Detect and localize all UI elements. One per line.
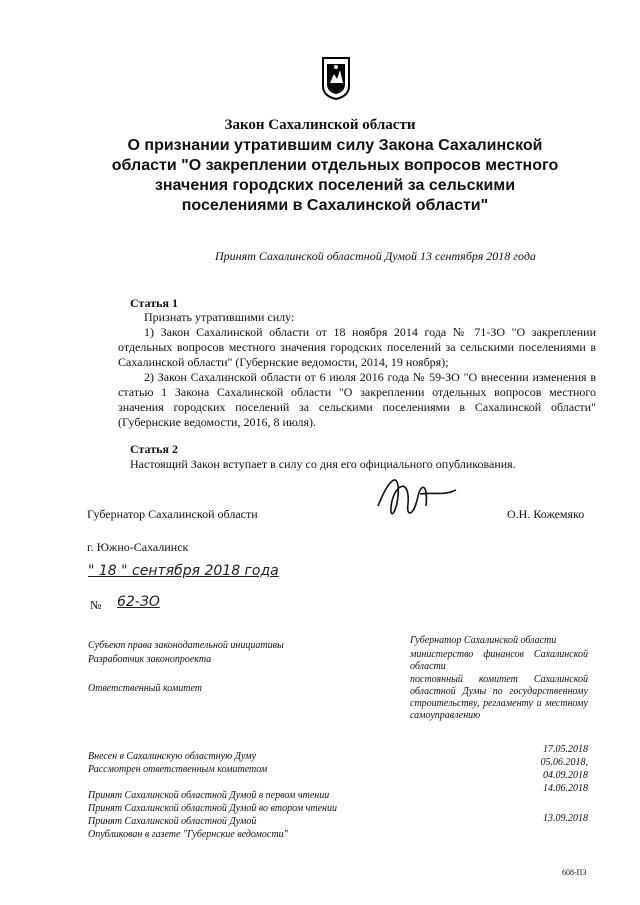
meta-subject-label: Субъект права законодательной инициативы [88, 640, 284, 651]
signing-city: г. Южно-Сахалинск [87, 540, 189, 554]
article-2-heading: Статья 2 [130, 442, 178, 456]
document-code: 608-ПЗ [562, 868, 587, 877]
article-1-intro: Признать утратившими силу: [144, 310, 295, 324]
meta-published-label: Опубликован в газете "Губернские ведомости" [88, 829, 288, 840]
meta-first-reading-label: Принят Сахалинской областной Думой в первом чтении [88, 790, 330, 801]
article-1-item-2: 2) Закон Сахалинской области от 6 июля 2016 года № 59-ЗО "О внесении изменения в статью 1 Закона Сахалинской области "О закреплении отдельных вопросов местного значения городских поселений за сельскими поселениями в Сахалинской области" (Губернские ведомости, 2016, 8 июля). [118, 370, 596, 429]
governor-name: О.Н. Кожемяко [507, 507, 585, 521]
law-number-prefix: № [90, 598, 102, 612]
article-2-text: Настоящий Закон вступает в силу со дня его официального опубликования. [130, 457, 516, 471]
meta-reviewed-label: Рассмотрен ответственным комитетом [88, 764, 268, 775]
meta-committee-value: постоянный комитет Сахалинской областной Думы по государственному строительству, регламенту и местному самоуправлению [410, 674, 588, 721]
law-title: Закон Сахалинской области [224, 117, 416, 133]
meta-first-reading-value: 14.06.2018 [543, 783, 588, 794]
meta-developer-value: министерство финансов Сахалинской области [410, 649, 588, 672]
article-1-item-1: 1) Закон Сахалинской области от 18 ноября 2014 года № 71-ЗО "О закреплении отдельных вопросов местного значения городских поселений за сельскими поселениями в Сахалинской области" (Губернские ведомости, 2014, 19 ноября); [118, 325, 596, 369]
signing-date: " 18 " сентября 2018 года [88, 563, 279, 579]
coat-of-arms-icon [321, 56, 351, 100]
meta-adopted-value: 13.09.2018 [543, 813, 588, 824]
governor-position: Губернатор Сахалинской области [87, 507, 258, 521]
meta-second-reading-label: Принят Сахалинской областной Думой во втором чтении [88, 803, 338, 814]
meta-introduced-label: Внесен в Сахалинскую областную Думу [88, 751, 257, 762]
law-number: 62-ЗО [117, 594, 160, 610]
article-1-body [118, 310, 596, 430]
meta-introduced-value: 17.05.2018 [543, 744, 588, 755]
handwritten-signature-icon [370, 466, 460, 526]
meta-subject-value: Губернатор Сахалинской области [410, 635, 557, 646]
meta-adopted-label: Принят Сахалинской областной Думой [88, 816, 257, 827]
meta-reviewed-value-1: 05.06.2018, [540, 757, 588, 768]
meta-committee-label: Ответственный комитет [88, 683, 202, 694]
meta-reviewed-value-2: 04.09.2018 [543, 770, 588, 781]
adoption-note: Принят Сахалинской областной Думой 13 сентября 2018 года [215, 249, 536, 263]
meta-developer-label: Разработчик законопроекта [88, 654, 212, 665]
law-subtitle: О признании утратившим силу Закона Сахалинской области "О закреплении отдельных вопросов местного значения городских поселений за сельскими поселениями в Сахалинской области" [111, 137, 559, 214]
article-1-heading: Статья 1 [130, 296, 178, 310]
